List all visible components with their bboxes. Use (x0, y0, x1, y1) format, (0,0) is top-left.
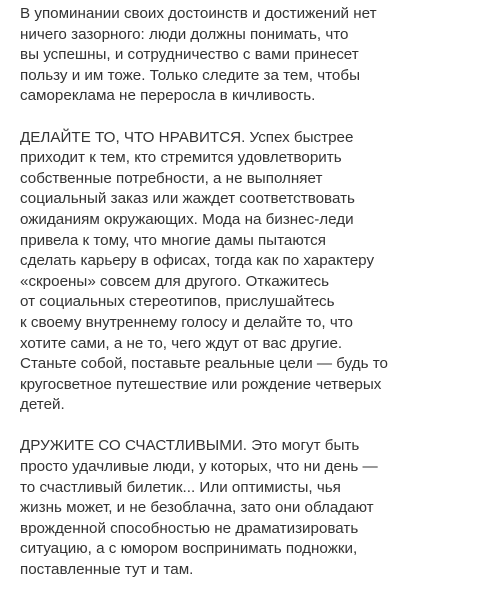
text-line: сделать карьеру в офисах, тогда как по характеру (20, 252, 375, 270)
text-line: врожденной способностью не драматизировать (20, 519, 359, 537)
text-line: ожиданиям окружающих. Мода на бизнес-леди (20, 210, 354, 228)
text-line: ничего зазорного: люди должны понимать, что (20, 25, 349, 43)
text-line: то счастливый билетик... Или оптимисты, чья (20, 478, 341, 496)
text-line: ДЕЛАЙТЕ ТО, ЧТО НРАВИТСЯ. Успех быстрее (20, 128, 354, 146)
text-line: кругосветное путешествие или рождение четверых (20, 375, 382, 393)
text-line: привела к тому, что многие дамы пытаются (20, 231, 326, 249)
text-line: детей. (20, 396, 65, 414)
text-line: собственные потребности, а не выполняет (20, 169, 323, 187)
text-line: приходит к тем, кто стремится удовлетворить (20, 149, 342, 167)
text-line: ситуацию, а с юмором воспринимать подножки, (20, 540, 358, 558)
paragraph-self-promotion (20, 4, 474, 107)
text-line: ДРУЖИТЕ СО СЧАСТЛИВЫМИ. Это могут быть (20, 437, 360, 455)
text-line: Станьте собой, поставьте реальные цели — будь то (20, 355, 388, 373)
text-line: от социальных стереотипов, прислушайтесь (20, 293, 335, 311)
article-text (20, 4, 474, 601)
text-line: пользу и им тоже. Только следите за тем, чтобы (20, 66, 360, 84)
paragraph-do-what-you-like (20, 128, 474, 416)
text-line: хотите сами, а не то, чего ждут от вас другие. (20, 334, 343, 352)
text-line: поставленные тут и там. (20, 561, 194, 579)
text-line: просто удачливые люди, у которых, что ни день — (20, 458, 378, 476)
text-line: к своему внутреннему голосу и делайте то, что (20, 313, 353, 331)
paragraph-be-friends-with-happy (20, 436, 474, 580)
text-line: В упоминании своих достоинств и достижений нет (20, 5, 377, 22)
text-line: социальный заказ или жаждет соответствовать (20, 190, 355, 208)
text-line: «скроены» совсем для другого. Откажитесь (20, 272, 330, 290)
text-line: самореклама не переросла в кичливость. (20, 87, 316, 105)
text-line: вы успешны, и сотрудничество с вами принесет (20, 46, 359, 64)
text-line: жизнь может, и не безоблачна, зато они обладают (20, 499, 374, 517)
